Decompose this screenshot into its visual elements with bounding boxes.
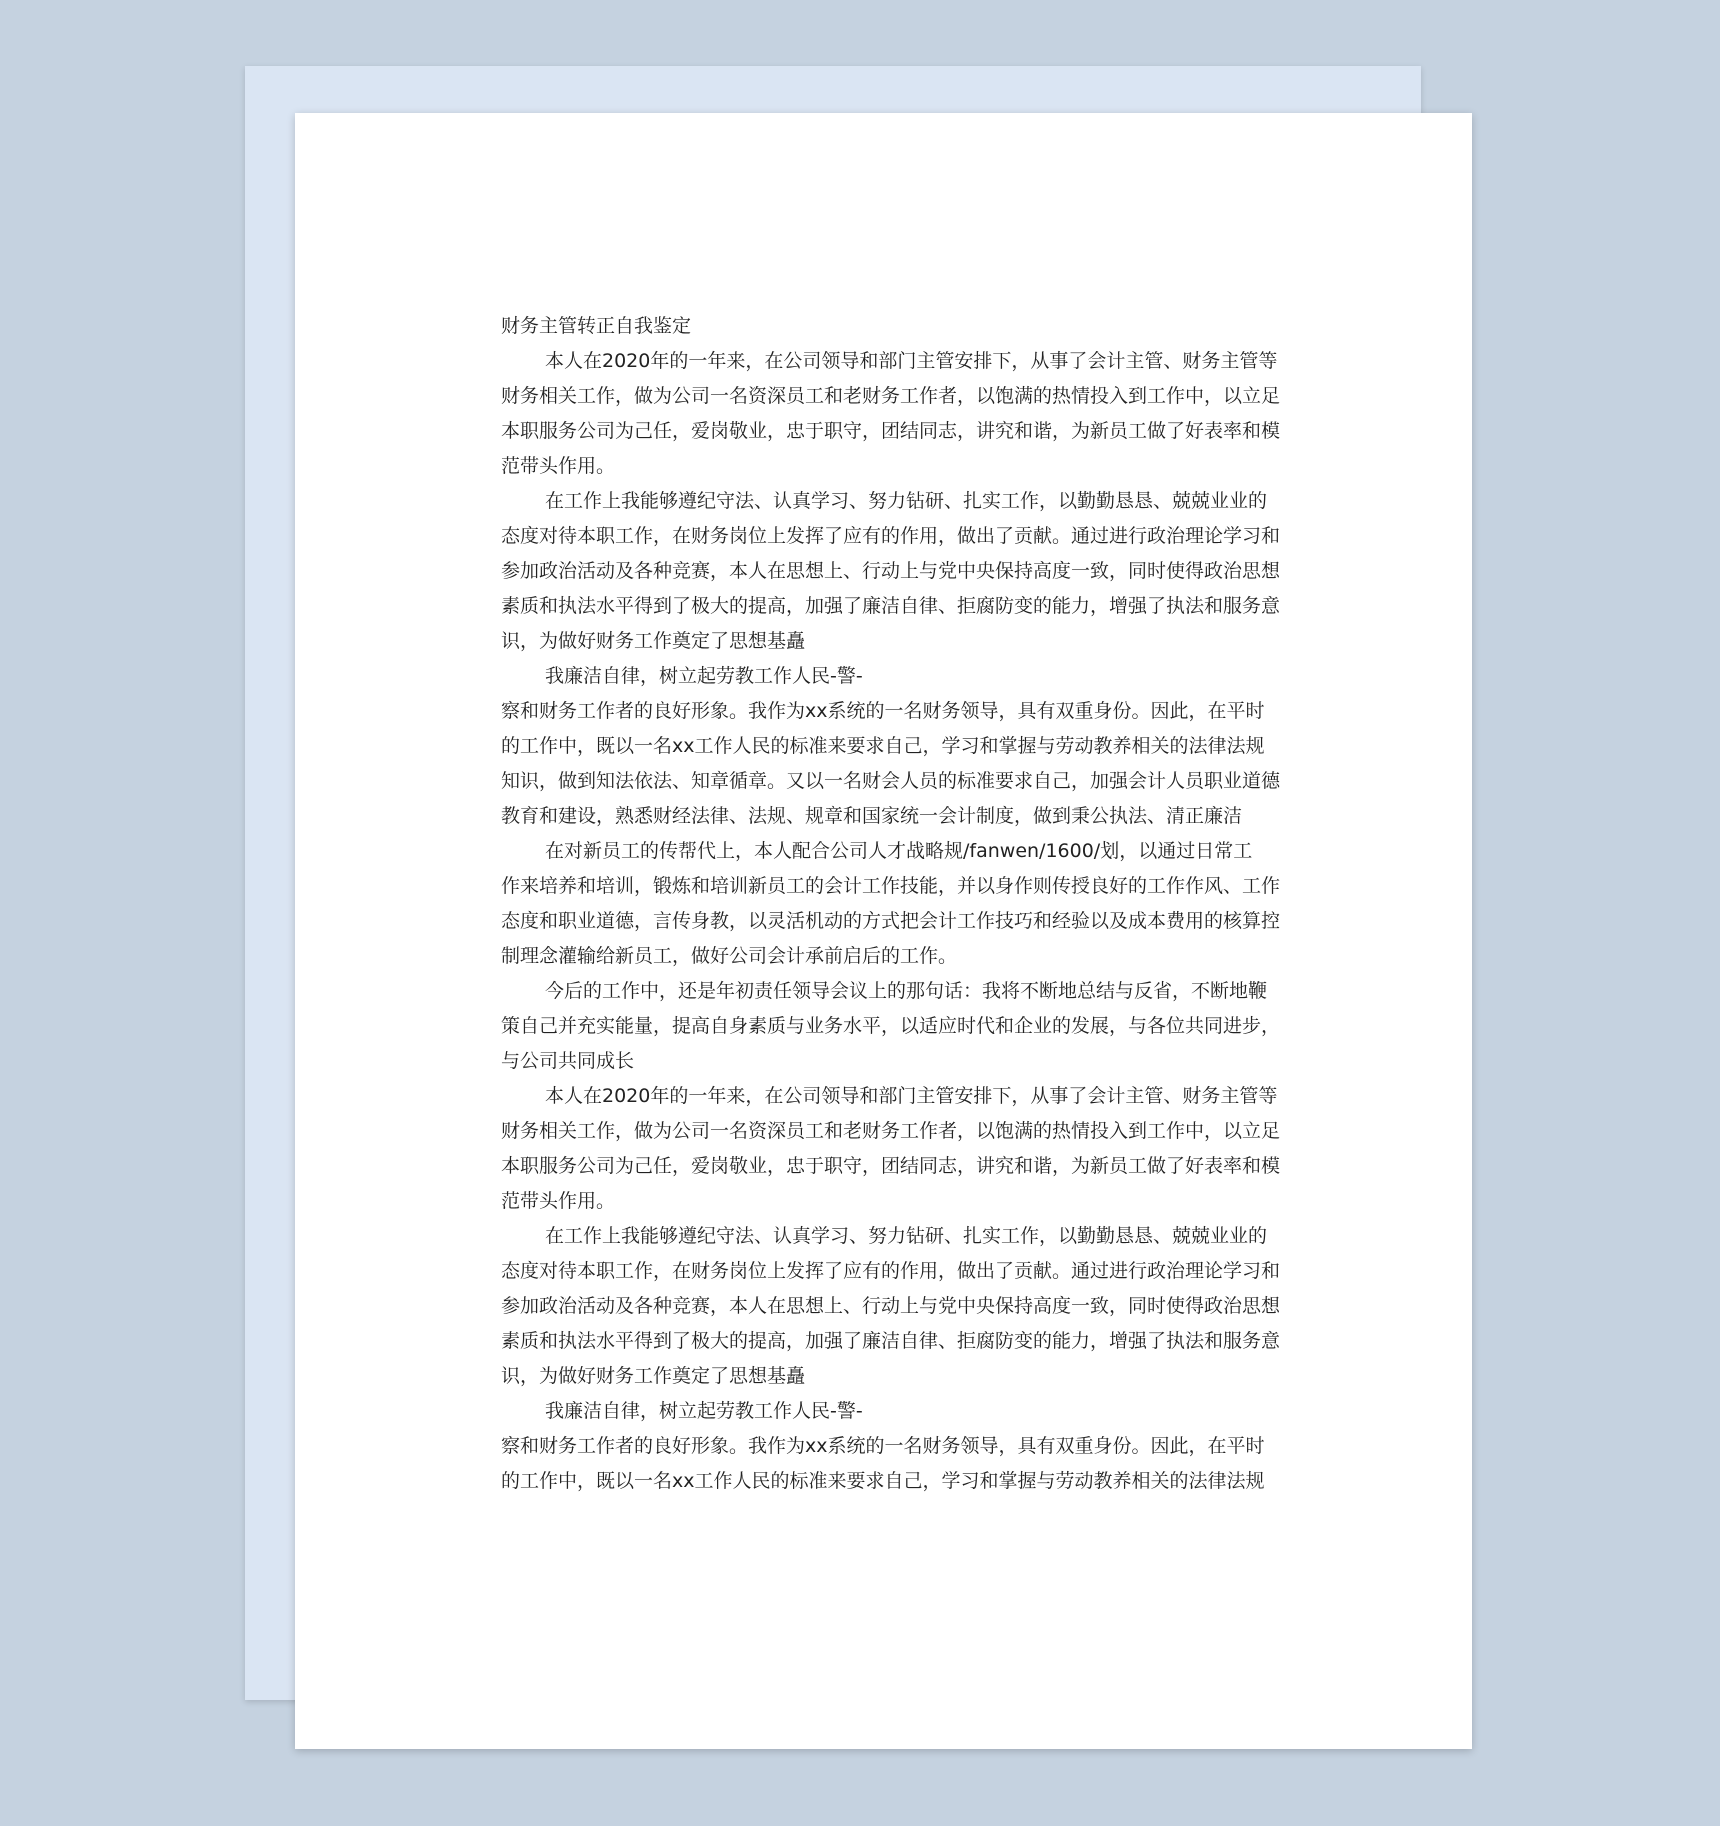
text-line: 态度对待本职工作，在财务岗位上发挥了应有的作用，做出了贡献。通过进行政治理论学习和 <box>501 1260 1281 1282</box>
text-line: 识，为做好财务工作奠定了思想基矗 <box>501 630 806 652</box>
text-line: 素质和执法水平得到了极大的提高，加强了廉洁自律、拒腐防变的能力，增强了执法和服务意 <box>501 595 1281 617</box>
text-line: 态度对待本职工作，在财务岗位上发挥了应有的作用，做出了贡献。通过进行政治理论学习和 <box>501 525 1281 547</box>
text-line: 参加政治活动及各种竞赛，本人在思想上、行动上与党中央保持高度一致，同时使得政治思想 <box>501 1295 1281 1317</box>
text-line: 素质和执法水平得到了极大的提高，加强了廉洁自律、拒腐防变的能力，增强了执法和服务意 <box>501 1330 1281 1352</box>
text-line: 本人在2020年的一年来，在公司领导和部门主管安排下，从事了会计主管、财务主管等 <box>545 350 1278 372</box>
text-line: 在工作上我能够遵纪守法、认真学习、努力钻研、扎实工作，以勤勤恳恳、兢兢业业的 <box>545 490 1268 512</box>
text-line: 本职服务公司为己任，爱岗敬业，忠于职守，团结同志，讲究和谐，为新员工做了好表率和模 <box>501 1155 1281 1177</box>
document-body <box>501 309 1281 1499</box>
text-line: 教育和建设，熟悉财经法律、法规、规章和国家统一会计制度，做到秉公执法、清正廉洁 <box>501 805 1243 827</box>
text-line: 本人在2020年的一年来，在公司领导和部门主管安排下，从事了会计主管、财务主管等 <box>545 1085 1278 1107</box>
text-line: 的工作中，既以一名xx工作人民的标准来要求自己，学习和掌握与劳动教养相关的法律法规 <box>501 735 1265 757</box>
text-line: 知识，做到知法依法、知章循章。又以一名财会人员的标准要求自己，加强会计人员职业道德 <box>501 770 1281 792</box>
text-line: 的工作中，既以一名xx工作人民的标准来要求自己，学习和掌握与劳动教养相关的法律法规 <box>501 1470 1265 1492</box>
text-line: 本职服务公司为己任，爱岗敬业，忠于职守，团结同志，讲究和谐，为新员工做了好表率和模 <box>501 420 1281 442</box>
text-line: 在工作上我能够遵纪守法、认真学习、努力钻研、扎实工作，以勤勤恳恳、兢兢业业的 <box>545 1225 1268 1247</box>
text-line: 财务相关工作，做为公司一名资深员工和老财务工作者，以饱满的热情投入到工作中，以立足 <box>501 1120 1281 1142</box>
text-line: 察和财务工作者的良好形象。我作为xx系统的一名财务领导，具有双重身份。因此，在平时 <box>501 700 1265 722</box>
text-line: 参加政治活动及各种竞赛，本人在思想上、行动上与党中央保持高度一致，同时使得政治思想 <box>501 560 1281 582</box>
document-page <box>295 113 1472 1749</box>
text-line: 在对新员工的传帮代上，本人配合公司人才战略规/fanwen/1600/划，以通过日常工 <box>545 840 1253 862</box>
text-line: 制理念灌输给新员工，做好公司会计承前启后的工作。 <box>501 945 958 967</box>
text-line: 态度和职业道德，言传身教，以灵活机动的方式把会计工作技巧和经验以及成本费用的核算控 <box>501 910 1281 932</box>
text-line: 范带头作用。 <box>501 1190 616 1212</box>
text-line: 财务相关工作，做为公司一名资深员工和老财务工作者，以饱满的热情投入到工作中，以立足 <box>501 385 1281 407</box>
text-line: 我廉洁自律，树立起劳教工作人民-警- <box>545 1400 863 1422</box>
text-line: 今后的工作中，还是年初责任领导会议上的那句话：我将不断地总结与反省，不断地鞭 <box>545 980 1268 1002</box>
text-line: 作来培养和培训，锻炼和培训新员工的会计工作技能，并以身作则传授良好的工作作风、工作 <box>501 875 1281 897</box>
text-line: 与公司共同成长 <box>501 1050 635 1072</box>
text-line: 我廉洁自律，树立起劳教工作人民-警- <box>545 665 863 687</box>
text-line: 策自己并充实能量，提高自身素质与业务水平，以适应时代和企业的发展，与各位共同进步， <box>501 1015 1281 1037</box>
text-line: 识，为做好财务工作奠定了思想基矗 <box>501 1365 806 1387</box>
text-line: 察和财务工作者的良好形象。我作为xx系统的一名财务领导，具有双重身份。因此，在平时 <box>501 1435 1265 1457</box>
text-line: 范带头作用。 <box>501 455 616 477</box>
document-title: 财务主管转正自我鉴定 <box>501 315 692 337</box>
